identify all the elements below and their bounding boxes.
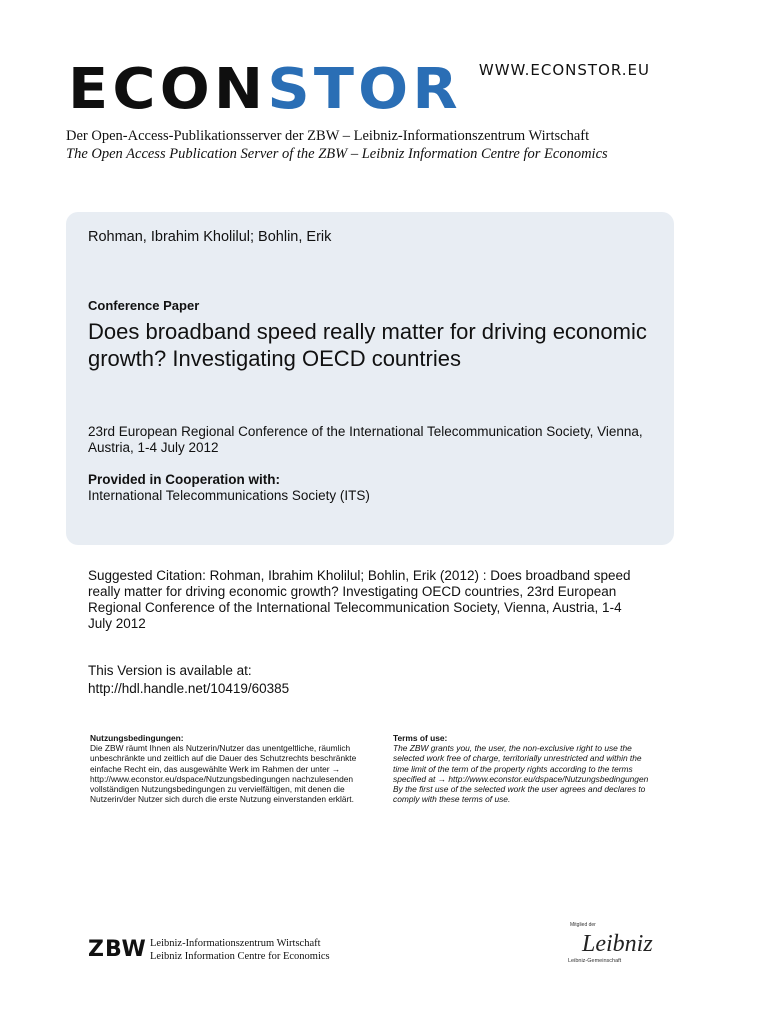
tagline-english: The Open Access Publication Server of the ZBW – Leibniz Information Centre for Economics	[66, 146, 608, 162]
terms-german-text: Die ZBW räumt Ihnen als Nutzerin/Nutzer das unentgeltliche, räumlich unbeschränkte und zeitlich auf die Dauer des Schutzrechts beschränkte einfache Recht ein, das ausgewählte Werk im Rahmen der unter → http://www.econstor.eu/dspace/Nutzungsbedingungen nachzulesenden vollständigen Nutzungsbedingungen zu vervielfältigen, mit denen die Nutzerin/der Nutzer sich durch die erste Nutzung einverstanden erklärt.	[90, 743, 357, 805]
terms-english	[393, 733, 655, 804]
availability-label: This Version is available at:	[88, 663, 252, 678]
terms-german-heading: Nutzungsbedingungen:	[90, 733, 184, 743]
zbw-name-english: Leibniz Information Centre for Economics	[150, 950, 330, 962]
conference-info: 23rd European Regional Conference of the International Telecommunication Society, Vienna, Austria, 1-4 July 2012	[88, 424, 643, 455]
leibniz-logo	[568, 918, 653, 968]
logo-text-econ: ECON	[68, 57, 268, 122]
suggested-citation: Suggested Citation: Rohman, Ibrahim Kholilul; Bohlin, Erik (2012) : Does broadband speed really matter for driving economic growth? Investigating OECD countries, 23rd European Regional Conference of the International Telecommunication Society, Vienna, Austria, 1-4 July 2012	[88, 568, 631, 631]
logo-text-stor: STOR	[267, 57, 462, 122]
zbw-name-german: Leibniz-Informationszentrum Wirtschaft	[150, 938, 321, 949]
site-url-link[interactable]: WWW.ECONSTOR.EU	[478, 61, 650, 79]
authors: Rohman, Ibrahim Kholilul; Bohlin, Erik	[88, 229, 332, 245]
econstor-logo	[68, 57, 462, 122]
zbw-name	[150, 938, 330, 963]
leibniz-org-name: Leibniz-Gemeinschaft	[568, 958, 622, 964]
leibniz-signature: Leibniz	[582, 931, 653, 957]
tagline-german: Der Open-Access-Publikationsserver der ZBW – Leibniz-Informationszentrum Wirtschaft	[66, 128, 590, 144]
leibniz-member-label: Mitglied der	[570, 922, 596, 928]
handle-link[interactable]: http://hdl.handle.net/10419/60385	[88, 681, 290, 696]
zbw-logo: ZBW	[88, 937, 147, 962]
publication-type: Conference Paper	[88, 298, 200, 313]
paper-title: Does broadband speed really matter for driving economic growth? Investigating OECD countries	[88, 319, 647, 371]
cooperation-organization: International Telecommunications Society (ITS)	[88, 488, 370, 503]
terms-english-text: The ZBW grants you, the user, the non-exclusive right to use the selected work free of charge, territorially unrestricted and within the time limit of the term of the property rights according to the terms specified at → http://www.econstor.eu/dspace/Nutzungsbedingungen By the first use of the selected work the user agrees and declares to comply with these terms of use.	[393, 743, 649, 805]
terms-german	[90, 733, 362, 804]
cooperation-label: Provided in Cooperation with:	[88, 472, 280, 487]
terms-english-heading: Terms of use:	[393, 733, 448, 743]
